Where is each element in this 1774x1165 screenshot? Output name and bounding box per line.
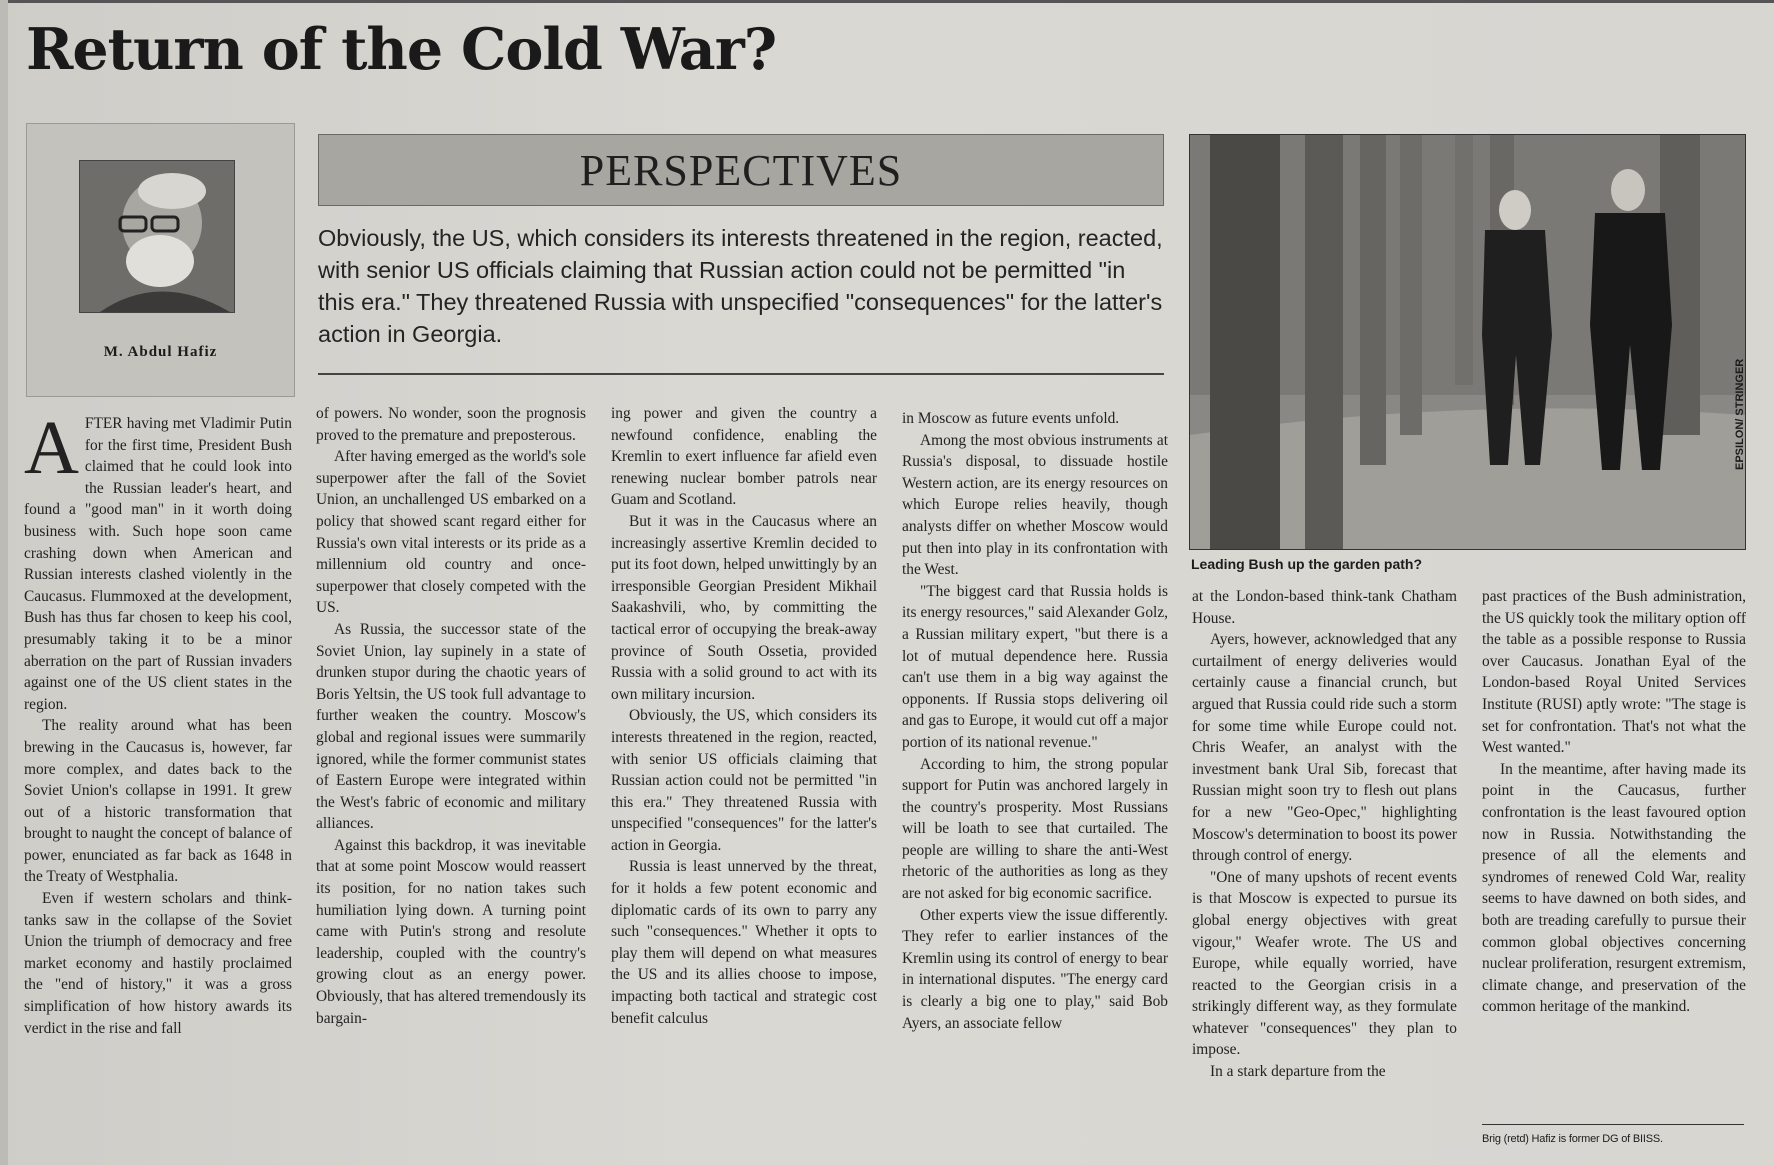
news-photo bbox=[1189, 134, 1746, 550]
paragraph: Obviously, the US, which considers its interests threatened in the region, reacted, with senior US officials claiming that Russian action could not be permitted "in this era." They threatened Russia with unspecified "consequences" for the latter's action in Georgia. bbox=[611, 707, 877, 854]
pull-quote-rule bbox=[318, 373, 1164, 375]
author-photo bbox=[79, 160, 235, 313]
article-column-2 bbox=[316, 403, 586, 1029]
paragraph: As Russia, the successor state of the Soviet Union, lay supinely in a state of drunken stupor during the chaotic years of Boris Yeltsin, the US took full advantage to further weaken the country. Moscow's global and regional issues were summarily ignored, while the former communist states of Eastern Europe were integrated within the West's fabric of economic and military alliances. bbox=[316, 620, 586, 833]
paragraph: Among the most obvious instruments at Russia's disposal, to dissuade hostile Western action, are its energy resources on which Europe relies heavily, though analysts differ on whether Moscow would put then into play in its confrontation with the West. bbox=[902, 431, 1168, 579]
paragraph: at the London-based think-tank Chatham House. bbox=[1192, 588, 1457, 627]
drop-cap: A bbox=[24, 406, 79, 490]
section-title: PERSPECTIVES bbox=[579, 146, 903, 195]
garden-path-photo bbox=[1190, 135, 1745, 549]
top-rule bbox=[0, 0, 1774, 3]
author-name: M. Abdul Hafiz bbox=[103, 344, 218, 360]
paragraph: Against this backdrop, it was inevitable that at some point Moscow would reassert its position, for no nation takes such humiliation lying down. A turning point came with Putin's strong and resolute leadership, coupled with the country's growing clout as an energy power. Obviously, that has altered tremendously its bargain- bbox=[316, 836, 586, 1027]
article-column-1 bbox=[24, 406, 292, 1039]
headline: Return of the Cold War? bbox=[26, 16, 777, 83]
article-column-6 bbox=[1482, 586, 1746, 1018]
paragraph: "One of many upshots of recent events is that Moscow is expected to pursue its global energy objectives with great vigour," Weafer wrote. The US and Europe, while equally worried, have reacted to the Georgian crisis in a strikingly different way, as they formulate whatever "consequences" they plan to impose. bbox=[1192, 868, 1457, 1059]
paragraph: Other experts view the issue differently. They refer to earlier instances of the Kremlin using its control of energy to bear in international disputes. "The energy card is clearly a big one to play," said Bob Ayers, an associate fellow bbox=[902, 906, 1168, 1032]
pull-quote: Obviously, the US, which considers its interests threatened in the region, reacted, with senior US officials claiming that Russian action could not be permitted "in this era." They threatened Russia with unspecified "consequences" for the latter's action in Georgia. bbox=[318, 225, 1163, 347]
article-column-3 bbox=[611, 403, 877, 1029]
photo-credit: EPSILON/ STRINGER bbox=[1734, 358, 1746, 470]
section-banner bbox=[318, 134, 1164, 206]
paragraph: Even if western scholars and think-tanks saw in the collapse of the Soviet Union the triumph of democracy and free market economy and hastily proclaimed the "end of history," it was a gross simplification of how history awards its verdict in the rise and fall bbox=[24, 890, 292, 1037]
author-box bbox=[26, 123, 295, 397]
paragraph: of powers. No wonder, soon the prognosis proved to the premature and preposterous. bbox=[316, 405, 586, 444]
paragraph: But it was in the Caucasus where an increasingly assertive Kremlin decided to put its foot down, helped unwittingly by an irresponsible Georgian President Mikhail Saakashvili, who, by committing the tactical error of occupying the break-away province of South Ossetia, provided Russia with a solid ground to act with its own military incursion. bbox=[611, 512, 877, 703]
article-column-4 bbox=[902, 408, 1168, 1034]
paragraph: The reality around what has been brewing in the Caucasus is, however, far more complex, and dates back to the Soviet Union's collapse in 1991. It grew out of a historic transformation that brought to naught the concept of balance of power, enunciated as far back as 1648 in the Treaty of Westphalia. bbox=[24, 717, 292, 886]
photo-caption: Leading Bush up the garden path? bbox=[1191, 556, 1422, 572]
author-portrait-image bbox=[80, 161, 234, 312]
paragraph: "The biggest card that Russia holds is its energy resources," said Alexander Golz, a Russian military expert, "but there is a lot of mutual dependence here. Russia can't use them in a big way against the opponents. If Russia stops delivering oil and gas to Europe, it would cut off a major portion of its national revenue." bbox=[902, 582, 1168, 751]
author-footnote: Brig (retd) Hafiz is former DG of BIISS. bbox=[1482, 1133, 1663, 1145]
paragraph: FTER having met Vladimir Putin for the first time, President Bush claimed that he could look into the Russian leader's heart, and found a "good man" in it worth doing business with. Such hope soon came crashing down when American and Russian interests clashed violently in the Caucasus. Flummoxed at the development, Bush has thus far chosen to keep his cool, presumably taking it to be a minor aberration on the part of Russian invaders against one of the US client states in the region. bbox=[24, 415, 292, 713]
paragraph: Ayers, however, acknowledged that any curtailment of energy deliveries would certainly cause a financial crunch, but argued that Russia could ride such a storm for some time while Europe could not. Chris Weafer, an analyst with the investment bank Ural Sib, forecast that Russian might soon try to flesh out plans for a new "Geo-Opec," highlighting Moscow's determination to boost its power through control of energy. bbox=[1192, 631, 1457, 865]
article-column-5 bbox=[1192, 586, 1457, 1083]
paragraph: According to him, the strong popular support for Putin was anchored largely in the country's prosperity. Most Russians will be loath to see that curtailed. The people are willing to share the anti-West rhetoric of the authorities as long as they are not asked for big economic sacrifice. bbox=[902, 755, 1168, 903]
paragraph: Russia is least unnerved by the threat, for it holds a few potent economic and diplomatic cards of its own to parry any such "consequences." Whether it opts to play them will depend on what measures the US and its allies choose to impose, impacting both tactical and strategic cost benefit calculus bbox=[611, 858, 877, 1027]
paragraph: ing power and given the country a newfound confidence, enabling the Kremlin to exert influence far afield even renewing nuclear bomber patrols near Guam and Scotland. bbox=[611, 405, 877, 509]
footnote-rule bbox=[1482, 1124, 1744, 1125]
paragraph: In a stark departure from the bbox=[1210, 1063, 1386, 1081]
paragraph: After having emerged as the world's sole superpower after the fall of the Soviet Union, an unchallenged US embarked on a policy that showed scant regard either for Russia's own vital interests or its pride as a millennium old country and once-superpower that closely competed with the US. bbox=[316, 448, 586, 617]
paragraph: In the meantime, after having made its point in the Caucasus, further confrontation is the least favoured option now in Russia. Notwithstanding the presence of all the elements and syndromes of renewed Cold War, reality seems to have dawned on both sides, and both are treading carefully to pursue their common global objectives concerning nuclear proliferation, resurgent extremism, climate change, and preservation of the common heritage of the mankind. bbox=[1482, 760, 1746, 1016]
paragraph: past practices of the Bush administration, the US quickly took the military option off the table as a possible response to Russia over Caucasus. Jonathan Eyal of the London-based Royal United Services Institute (RUSI) aptly wrote: "The stage is set for confrontation. That's not what the West wanted." bbox=[1482, 588, 1746, 757]
paragraph: in Moscow as future events unfold. bbox=[902, 410, 1120, 427]
page-edge bbox=[0, 0, 8, 1165]
